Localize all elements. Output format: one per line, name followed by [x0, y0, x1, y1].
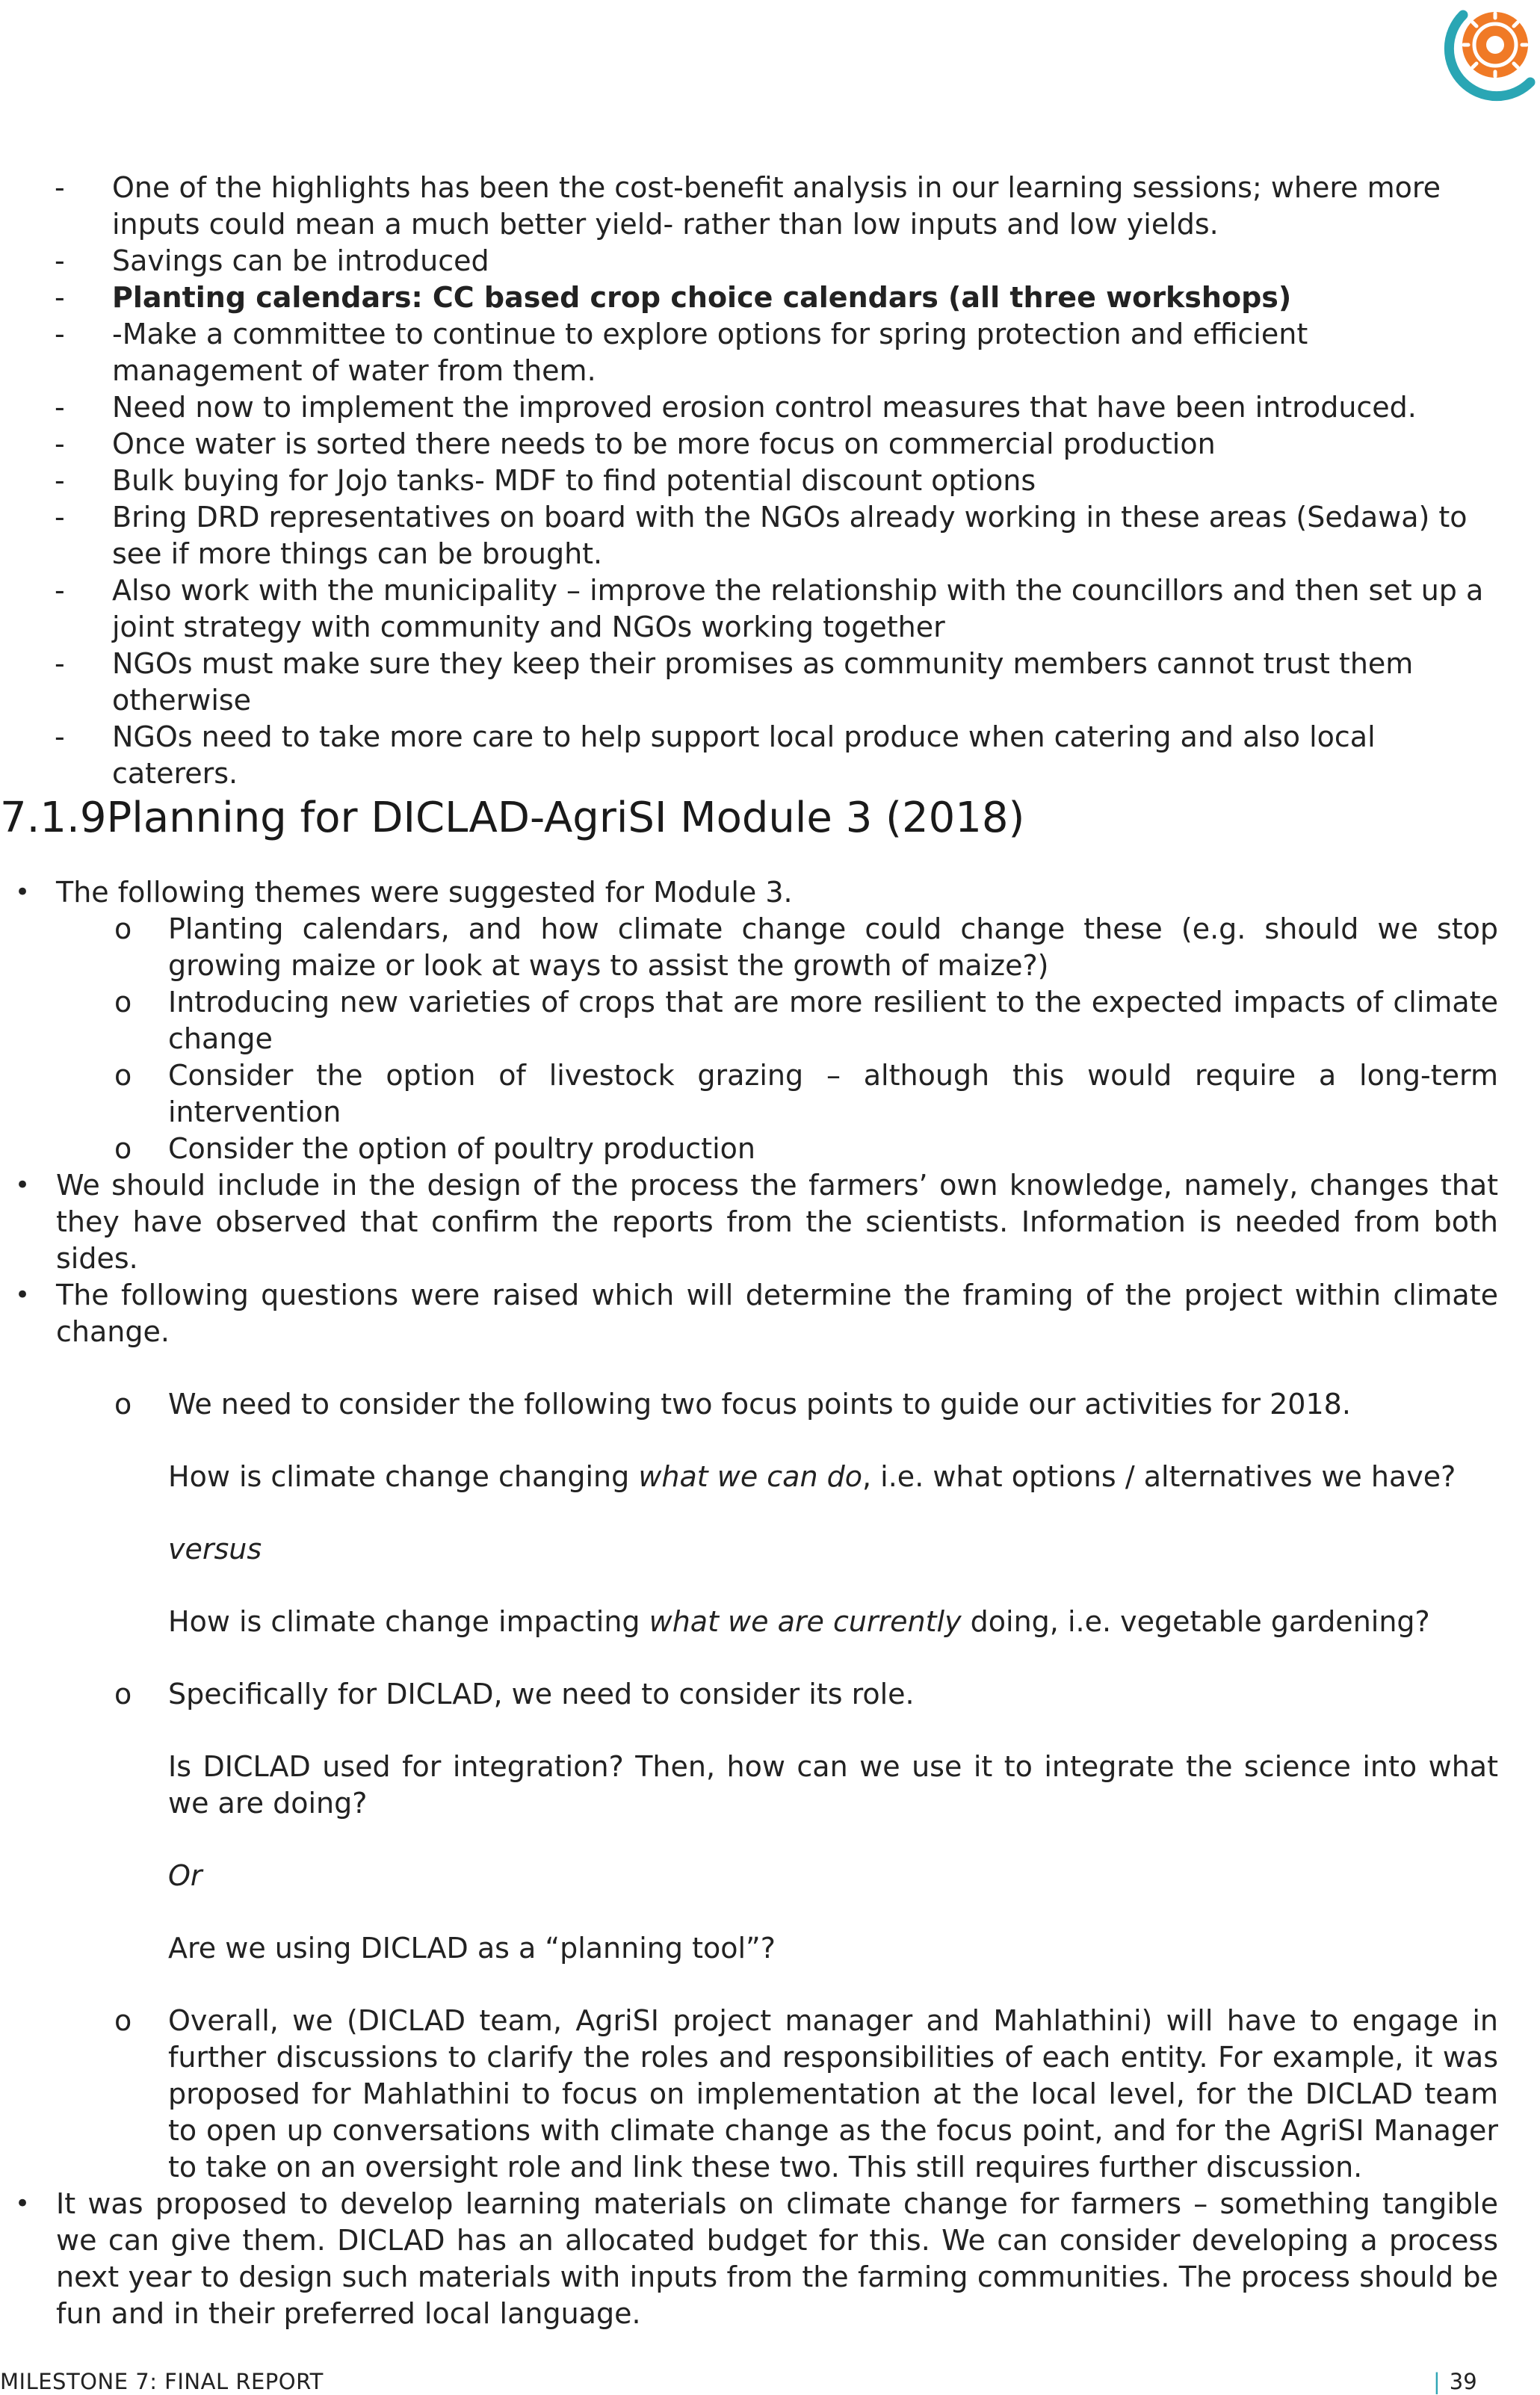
- list-item: - NGOs need to take more care to help support local produce when catering and also local caterers.: [55, 720, 1376, 790]
- section-title: Planning for DICLAD-AgriSI Module 3 (2018): [106, 794, 1025, 842]
- sub-bullet-item: o Specifically for DICLAD, we need to consider its role.: [114, 1678, 915, 1711]
- sub-bullet-item: o We need to consider the following two focus points to guide our activities for 2018.: [114, 1388, 1351, 1421]
- versus-text: versus: [168, 1533, 262, 1566]
- bullet-item: • It was proposed to develop learning materials on climate change for farmers – something tangible we can give them. DICLAD has an allocated budget for this. We can consider developing a process next year to design such materials with inputs from the farming communities. The process should be fun and in their preferred local language.: [15, 2187, 1498, 2330]
- focus-question: How is climate change changing what we can do, i.e. what options / alternatives we have?: [168, 1460, 1456, 1493]
- list-item: - Need now to implement the improved erosion control measures that have been introduced.: [55, 391, 1417, 424]
- bullet-item: • We should include in the design of the process the farmers’ own knowledge, namely, changes that they have observed that confirm the reports from the scientists. Information is needed from both sides.: [15, 1169, 1498, 1275]
- page-number: | 39: [1433, 2369, 1477, 2394]
- footer-title: MILESTONE 7: FINAL REPORT: [0, 2369, 324, 2394]
- list-item: - -Make a committee to continue to explore options for spring protection and efficient management of water from them.: [55, 318, 1308, 387]
- role-question: Are we using DICLAD as a “planning tool”?: [168, 1932, 776, 1965]
- list-item: - Also work with the municipality – improve the relationship with the councillors and then set up a joint strategy with community and NGOs working together: [55, 574, 1484, 643]
- list-item: - NGOs must make sure they keep their promises as community members cannot trust them otherwise: [55, 647, 1414, 717]
- list-item: - Bring DRD representatives on board with the NGOs already working in these areas (Sedawa) to see if more things can be brought.: [55, 501, 1468, 570]
- section-body: [0, 874, 1540, 2332]
- sub-bullet-item: o Overall, we (DICLAD team, AgriSI project manager and Mahlathini) will have to engage in further discussions to clarify the roles and responsibilities of each entity. For example, it was proposed for Mahlathini to focus on implementation at the local level, for the DICLAD team to open up conversations with climate change as the focus point, and for the AgriSI Manager to take on an oversight role and link these two. This still requires further discussion.: [114, 2004, 1498, 2184]
- section-number: 7.1.9: [0, 794, 107, 842]
- action-items-list: [0, 170, 1540, 792]
- role-question: Is DICLAD used for integration? Then, how can we use it to integrate the science into what we are doing?: [168, 1750, 1498, 1820]
- list-item: - Savings can be introduced: [55, 244, 489, 277]
- list-item: - Planting calendars: CC based crop choice calendars (all three workshops): [55, 281, 1292, 314]
- list-item: - Bulk buying for Jojo tanks- MDF to find potential discount options: [55, 464, 1036, 497]
- or-text: Or: [168, 1859, 202, 1892]
- list-item: - One of the highlights has been the cost-benefit analysis in our learning sessions; where more inputs could mean a much better yield- rather than low inputs and low yields.: [55, 171, 1441, 241]
- sub-bullet-item: o Consider the option of livestock grazing – although this would require a long-term intervention: [114, 1059, 1498, 1128]
- section-heading: [0, 788, 1024, 848]
- bullet-item: • The following themes were suggested for Module 3.: [15, 876, 793, 909]
- sub-bullet-item: o Consider the option of poultry production: [114, 1132, 755, 1165]
- sub-bullet-item: o Introducing new varieties of crops that are more resilient to the expected impacts of climate change: [114, 986, 1498, 1055]
- list-item: - Once water is sorted there needs to be more focus on commercial production: [55, 427, 1216, 460]
- sun-logo-icon: [1418, 0, 1540, 108]
- sub-bullet-item: o Planting calendars, and how climate change could change these (e.g. should we stop growing maize or look at ways to assist the growth of maize?): [114, 912, 1498, 982]
- bullet-item: • The following questions were raised which will determine the framing of the project within climate change.: [15, 1279, 1498, 1348]
- focus-question: How is climate change impacting what we are currently doing, i.e. vegetable gardening?: [168, 1605, 1430, 1638]
